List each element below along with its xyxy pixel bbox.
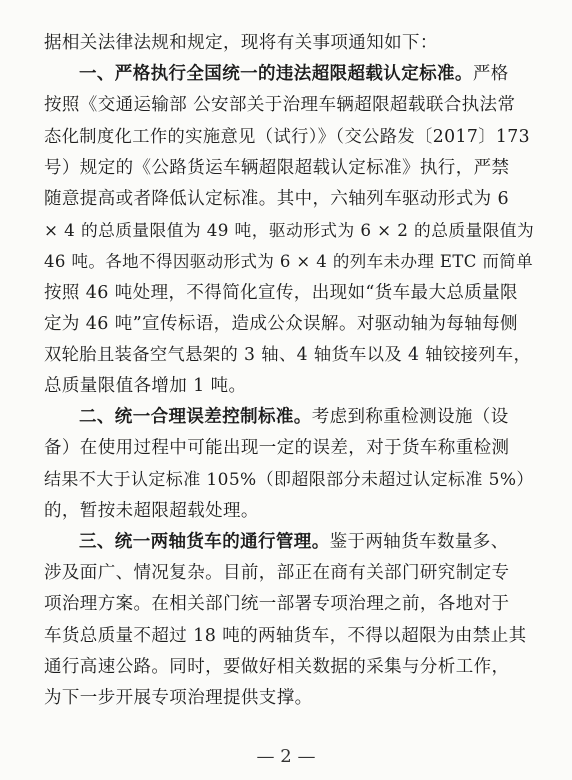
section-1-line: 按照《交通运输部 公安部关于治理车辆超限超载联合执法常 (44, 95, 516, 116)
section-1-line: 46 吨。各地不得因驱动形式为 6 × 4 的列车未办理 ETC 而简单 (44, 252, 534, 272)
section-1-first-line (44, 59, 534, 90)
section-3-line: 项治理方案。在相关部门统一部署专项治理之前，各地对于 (44, 594, 510, 615)
document-body (44, 28, 534, 714)
section-2-line: 的，暂按未超限超载处理。 (44, 500, 259, 521)
section-1-line: × 4 的总质量限值为 49 吨，驱动形式为 6 × 2 的总质量限值为 (44, 220, 535, 241)
section-3-line: 通行高速公路。同时，要做好相关数据的采集与分析工作， (44, 656, 510, 677)
section-1-line: 态化制度化工作的实施意见（试行）》（交公路发〔2017〕173 (44, 126, 530, 147)
section-2-text: 考虑到称重检测设施（设 (311, 407, 509, 428)
section-1-heading: 一、严格执行全国统一的违法超限超载认定标准。 (79, 64, 473, 85)
section-3-heading: 三、统一两轴货车的通行管理。 (79, 532, 330, 552)
section-3-text: 鉴于两轴货车数量多、 (329, 532, 509, 552)
section-1-line: 随意提高或者降低认定标准。其中，六轴列车驱动形式为 6 (44, 188, 509, 209)
section-3-line: 为下一步开展专项治理提供支撑。 (44, 687, 313, 708)
section-2-line: 结果不大于认定标准 105%（即超限部分未超过认定标准 5%） (44, 469, 534, 490)
section-1-line: 号）规定的《公路货运车辆超限超载认定标准》执行，严禁 (44, 157, 510, 178)
section-2-line: 备）在使用过程中可能出现一定的误差，对于货车称重检测 (44, 438, 510, 459)
section-1-line: 按照 46 吨处理，不得简化宣传，出现如“货车最大总质量限 (44, 282, 518, 303)
section-3-first-line (44, 527, 534, 558)
section-1-line: 双轮胎且装备空气悬架的 3 轴、4 轴货车以及 4 轴铰接列车， (44, 344, 532, 365)
section-1-text: 严格 (472, 64, 509, 85)
section-1-line: 总质量限值各增加 1 吨。 (44, 376, 247, 397)
section-3-line: 涉及面广、情况复杂。目前，部正在商有关部门研究制定专 (44, 563, 510, 584)
section-1-line: 定为 46 吨”宣传标语，造成公众误解。对驱动轴为每轴每侧 (44, 313, 518, 334)
section-3-line: 车货总质量不超过 18 吨的两轴货车，不得以超限为由禁止其 (44, 625, 527, 646)
section-2-heading: 二、统一合理误差控制标准。 (79, 407, 312, 428)
page-number: — 2 — (256, 746, 316, 767)
section-2-first-line (44, 402, 534, 433)
intro-line: 据相关法律法规和规定，现将有关事项通知如下： (44, 33, 438, 53)
